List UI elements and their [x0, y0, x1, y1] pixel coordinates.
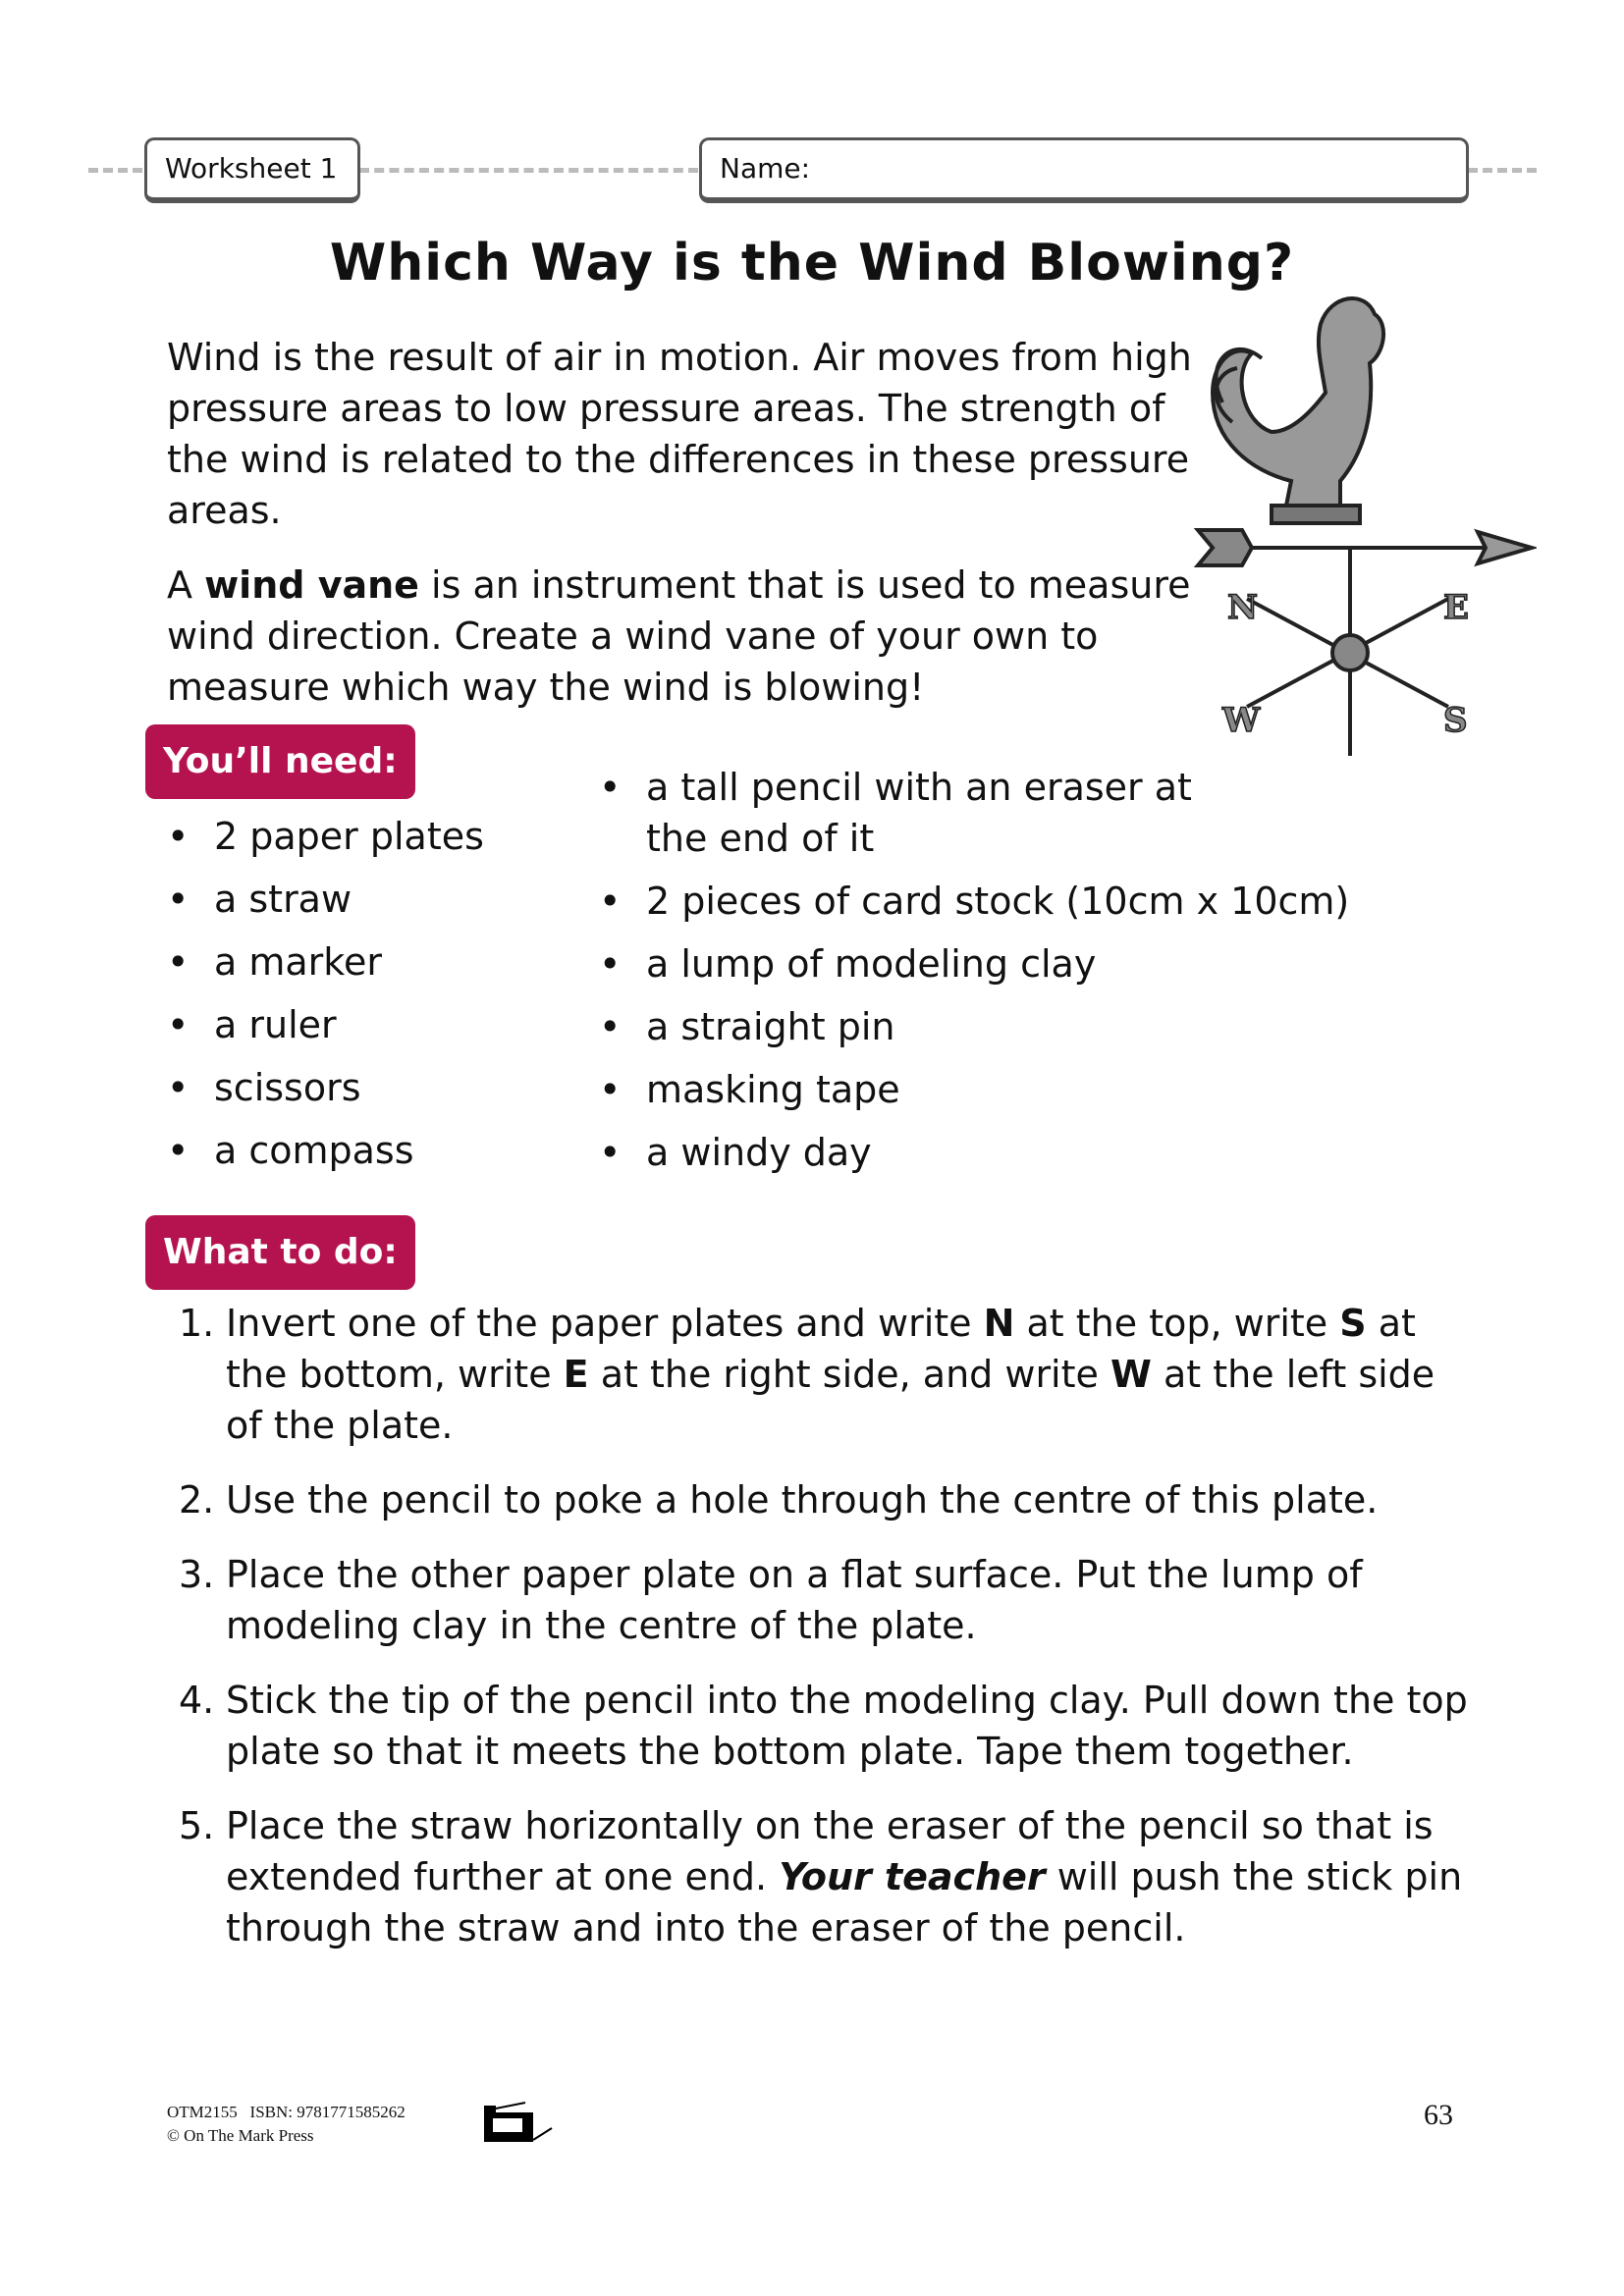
intro-paragraph-1: Wind is the result of air in motion. Air moves from high pressure areas to low pressure areas. The strength of the wind is related to the differences in these pressure areas. — [167, 336, 1192, 532]
supplies-list-left — [167, 811, 560, 1188]
step-text: N — [983, 1302, 1015, 1345]
list-item: • a marker — [167, 936, 560, 988]
list-item: • scissors — [167, 1062, 560, 1113]
publisher-logo-icon — [481, 2101, 560, 2145]
page-number: 63 — [1424, 2099, 1453, 2131]
step-item — [167, 1298, 1473, 1451]
wind-vane-term: wind vane — [204, 563, 419, 607]
east-letter: E — [1443, 588, 1469, 627]
step-text: Use the pencil to poke a hole through the centre of this plate. — [226, 1478, 1379, 1522]
supplies-list-right — [599, 762, 1424, 1190]
step-text: will push the stick pin through the straw and into the eraser of the pencil. — [226, 1855, 1463, 1949]
text: is an instrument that is used to measure wind direction. Create a wind vane of your own to measure which way the wind is blowing! — [167, 563, 1191, 709]
step-number: 4. — [179, 1679, 215, 1722]
intro-paragraph-2 — [167, 560, 1218, 713]
step-text: E — [563, 1353, 589, 1396]
list-item: • a windy day — [599, 1127, 1424, 1178]
step-item — [167, 1800, 1473, 1953]
list-item: • 2 pieces of card stock (10cm x 10cm) — [599, 876, 1424, 927]
footer-info — [167, 2101, 406, 2148]
weathervane-illustration — [1193, 285, 1537, 756]
step-text: W — [1110, 1353, 1152, 1396]
step-item — [167, 1474, 1473, 1525]
step-text: at the left side of the plate. — [226, 1353, 1435, 1447]
north-letter: N — [1227, 588, 1259, 627]
what-to-do-heading: What to do: — [145, 1215, 415, 1290]
step-text: Stick the tip of the pencil into the modeling clay. Pull down the top plate so that it meets the bottom plate. Tape them together. — [226, 1679, 1468, 1773]
step-number: 1. — [179, 1302, 215, 1345]
list-item: • a ruler — [167, 999, 560, 1050]
step-text: at the top, write — [1014, 1302, 1340, 1345]
header-dash-middle — [359, 168, 698, 173]
step-text: Invert one of the paper plates and write — [226, 1302, 984, 1345]
step-text: Place the straw horizontally on the eraser of the pencil so that is extended further at one end. — [226, 1804, 1434, 1898]
step-number: 5. — [179, 1804, 215, 1847]
list-item: • 2 paper plates — [167, 811, 560, 862]
step-number: 3. — [179, 1553, 215, 1596]
header-dash-right — [1468, 168, 1537, 173]
step-text: at the bottom, write — [226, 1302, 1416, 1396]
header-dash-left — [88, 168, 142, 173]
step-text: Your teacher — [779, 1855, 1046, 1898]
product-code: OTM2155 — [167, 2103, 238, 2121]
steps-list — [167, 1298, 1473, 1977]
list-item: • a lump of modeling clay — [599, 938, 1424, 989]
step-text: S — [1339, 1302, 1367, 1345]
list-item: • masking tape — [599, 1064, 1424, 1115]
step-item — [167, 1549, 1473, 1651]
step-item — [167, 1675, 1473, 1777]
list-item: • a compass — [167, 1125, 560, 1176]
list-item: • a straight pin — [599, 1001, 1424, 1052]
name-field[interactable] — [699, 137, 1469, 203]
list-item: • a straw — [167, 874, 560, 925]
step-text: at the right side, and write — [588, 1353, 1110, 1396]
list-item: • a tall pencil with an eraser at the end of it — [599, 762, 1196, 864]
text: A — [167, 563, 205, 607]
page-title: Which Way is the Wind Blowing? — [329, 234, 1295, 293]
isbn: ISBN: 9781771585262 — [249, 2103, 406, 2121]
rooster-icon — [1213, 298, 1383, 523]
step-number: 2. — [179, 1478, 215, 1522]
south-letter: S — [1443, 701, 1468, 740]
copyright: © On The Mark Press — [167, 2126, 314, 2145]
name-label: Name: — [720, 152, 811, 185]
youll-need-heading: You’ll need: — [145, 724, 415, 799]
west-letter: W — [1222, 701, 1261, 740]
step-text: Place the other paper plate on a flat surface. Put the lump of modeling clay in the centre of the plate. — [226, 1553, 1363, 1647]
worksheet-label: Worksheet 1 — [144, 137, 360, 203]
